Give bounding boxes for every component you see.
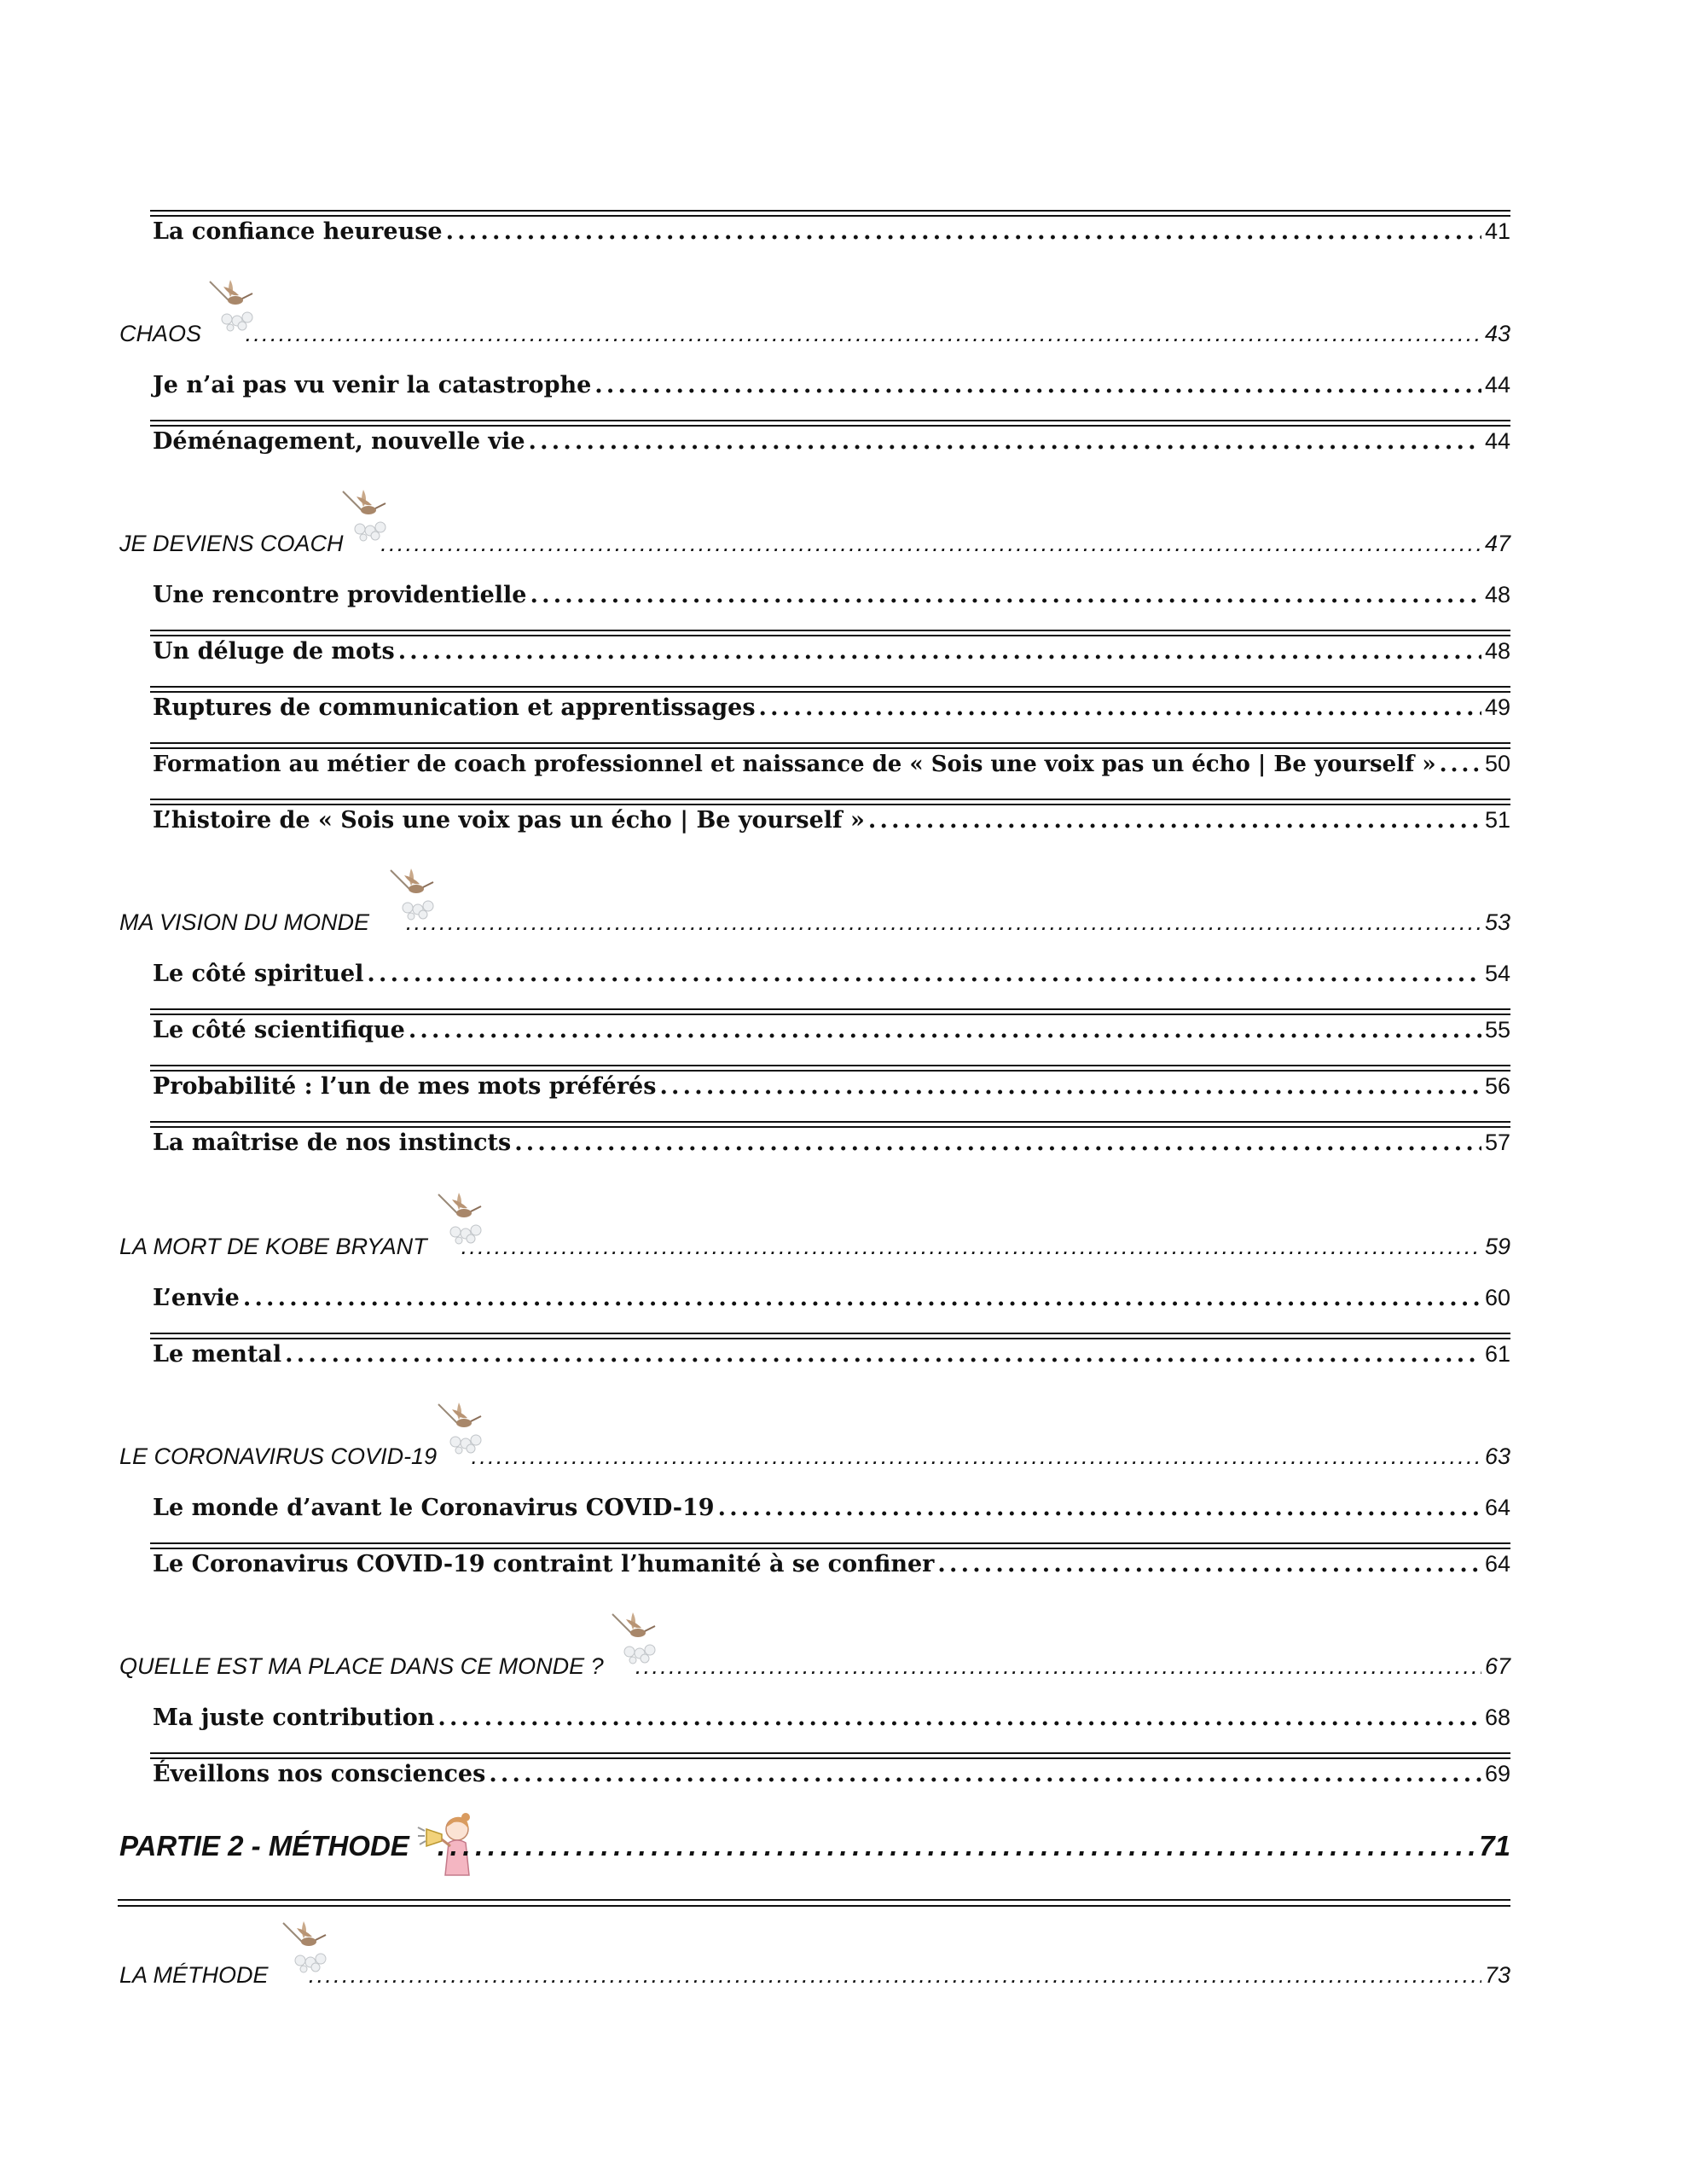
toc-entry-title: Éveillons nos consciences [153, 1761, 486, 1787]
toc-entry-title: Ma juste contribution [153, 1705, 435, 1731]
toc-entry[interactable] [153, 1761, 1510, 1787]
toc-entry[interactable] [153, 428, 1510, 455]
toc-chapter-title: LA MÉTHODE [119, 1962, 269, 1988]
toc-chapter-title: JE DEVIENS COACH [119, 531, 344, 556]
toc-chapter-page: 59 [1484, 1234, 1510, 1259]
toc-entry[interactable] [153, 1285, 1510, 1311]
double-rule [150, 1333, 1510, 1339]
toc-entry[interactable] [153, 1495, 1510, 1521]
dot-leader [489, 1761, 1481, 1787]
toc-entry-page: 49 [1484, 694, 1510, 720]
dot-leader [406, 909, 1481, 936]
dot-leader [461, 1234, 1481, 1260]
double-rule [150, 1542, 1510, 1549]
double-rule [150, 1008, 1510, 1015]
toc-part-page: 71 [1479, 1830, 1510, 1862]
dot-leader [472, 1443, 1481, 1470]
toc-entry-title: Probabilité : l’un de mes mots préférés [153, 1073, 657, 1100]
dot-leader [243, 1285, 1481, 1311]
toc-entry-page: 69 [1484, 1761, 1510, 1786]
toc-chapter-title: LE CORONAVIRUS COVID-19 [119, 1443, 438, 1469]
double-rule [150, 1121, 1510, 1128]
toc-entry-title: Une rencontre providentielle [153, 582, 527, 608]
toc-entry[interactable] [153, 751, 1510, 777]
dot-leader [937, 1551, 1481, 1577]
double-rule [150, 799, 1510, 805]
double-rule [150, 1752, 1510, 1759]
toc-entry-title: La confiance heureuse [153, 218, 443, 245]
toc-entry[interactable] [153, 638, 1510, 665]
toc-entry-title: Le côté scientifique [153, 1017, 405, 1043]
toc-entry-title: Un déluge de mots [153, 638, 395, 665]
dot-leader [594, 372, 1481, 398]
toc-entry-page: 41 [1484, 218, 1510, 244]
toc-entry-page: 56 [1484, 1073, 1510, 1099]
double-rule [118, 1899, 1510, 1907]
toc-entry-page: 57 [1484, 1130, 1510, 1155]
dot-leader [246, 321, 1481, 347]
double-rule [150, 742, 1510, 749]
toc-entry-page: 48 [1484, 582, 1510, 607]
toc-entry-page: 44 [1484, 372, 1510, 398]
dot-leader [285, 1341, 1481, 1368]
toc-entry[interactable] [153, 694, 1510, 721]
toc-entry-page: 55 [1484, 1017, 1510, 1043]
toc-entry-title: Ruptures de communication et apprentissages [153, 694, 756, 721]
toc-entry[interactable] [153, 1551, 1510, 1577]
toc-entry-page: 50 [1484, 751, 1510, 776]
toc-entry[interactable] [153, 582, 1510, 608]
toc-entry[interactable] [153, 1705, 1510, 1731]
toc-entry[interactable] [153, 1017, 1510, 1043]
dot-leader [659, 1073, 1481, 1100]
toc-entry-page: 61 [1484, 1341, 1510, 1367]
toc-entry[interactable] [153, 1130, 1510, 1156]
toc-entry-title: L’histoire de « Sois une voix pas un écho | Be yourself » [153, 807, 865, 834]
dot-leader [398, 638, 1481, 665]
toc-entry-page: 48 [1484, 638, 1510, 664]
toc-entry-title: Je n’ai pas vu venir la catastrophe [153, 372, 592, 398]
dot-leader [635, 1653, 1481, 1680]
toc-chapter[interactable] [119, 321, 1510, 347]
toc-part[interactable] [119, 1830, 1510, 1862]
toc-chapter[interactable] [119, 1234, 1510, 1260]
toc-entry-page: 51 [1484, 807, 1510, 833]
dot-leader [718, 1495, 1481, 1521]
toc-entry-title: Le côté spirituel [153, 961, 364, 987]
toc-chapter-page: 53 [1484, 909, 1510, 935]
toc-chapter-title: LA MORT DE KOBE BRYANT [119, 1234, 427, 1259]
double-rule [150, 686, 1510, 693]
toc-entry-title: Formation au métier de coach professionnel et naissance de « Sois une voix pas un écho | Be yourself » [153, 752, 1436, 777]
dot-leader [514, 1130, 1481, 1156]
toc-entry-title: Déménagement, nouvelle vie [153, 428, 525, 455]
toc-entry-page: 64 [1484, 1551, 1510, 1577]
dot-leader [438, 1705, 1481, 1731]
dot-leader [409, 1017, 1481, 1043]
toc-entry-title: Le Coronavirus COVID-19 contraint l’humanité à se confiner [153, 1551, 935, 1577]
double-rule [150, 630, 1510, 636]
toc-entry-page: 44 [1484, 428, 1510, 454]
toc-entry-title: Le mental [153, 1341, 282, 1368]
toc-chapter-title: CHAOS [119, 321, 202, 346]
toc-chapter[interactable] [119, 1962, 1510, 1989]
dot-leader [309, 1962, 1481, 1989]
toc-chapter-title: QUELLE EST MA PLACE DANS CE MONDE ? [119, 1653, 604, 1679]
toc-chapter-page: 67 [1484, 1653, 1510, 1679]
double-rule [150, 210, 1510, 217]
toc-chapter[interactable] [119, 531, 1510, 557]
toc-entry-title: La maîtrise de nos instincts [153, 1130, 512, 1156]
toc-entry[interactable] [153, 218, 1510, 245]
dot-leader [759, 694, 1481, 721]
toc-chapter[interactable] [119, 1443, 1510, 1470]
toc-chapter[interactable] [119, 1653, 1510, 1680]
toc-chapter-title: MA VISION DU MONDE [119, 909, 370, 935]
dot-leader [1440, 752, 1481, 777]
toc-part-title: PARTIE 2 - MÉTHODE [119, 1830, 409, 1862]
toc-entry[interactable] [153, 961, 1510, 987]
dot-leader [530, 582, 1481, 608]
toc-entry[interactable] [153, 1341, 1510, 1368]
toc-entry[interactable] [153, 372, 1510, 398]
dot-leader [438, 1830, 1475, 1862]
toc-entry-title: L’envie [153, 1285, 240, 1311]
dot-leader [446, 218, 1481, 245]
toc-entry[interactable] [153, 807, 1510, 834]
toc-entry-page: 64 [1484, 1495, 1510, 1520]
toc-entry[interactable] [153, 1073, 1510, 1100]
dot-leader [529, 428, 1481, 455]
toc-chapter[interactable] [119, 909, 1510, 936]
toc-chapter-page: 73 [1484, 1962, 1510, 1988]
toc-entry-page: 68 [1484, 1705, 1510, 1730]
toc-chapter-page: 43 [1484, 321, 1510, 346]
toc-entry-page: 54 [1484, 961, 1510, 986]
double-rule [150, 1065, 1510, 1072]
dot-leader [380, 531, 1481, 557]
dot-leader [367, 961, 1481, 987]
toc-entry-title: Le monde d’avant le Coronavirus COVID-19 [153, 1495, 715, 1521]
toc-chapter-page: 63 [1484, 1443, 1510, 1469]
toc-chapter-page: 47 [1484, 531, 1510, 556]
double-rule [150, 420, 1510, 427]
toc-entry-page: 60 [1484, 1285, 1510, 1310]
dot-leader [868, 807, 1481, 834]
